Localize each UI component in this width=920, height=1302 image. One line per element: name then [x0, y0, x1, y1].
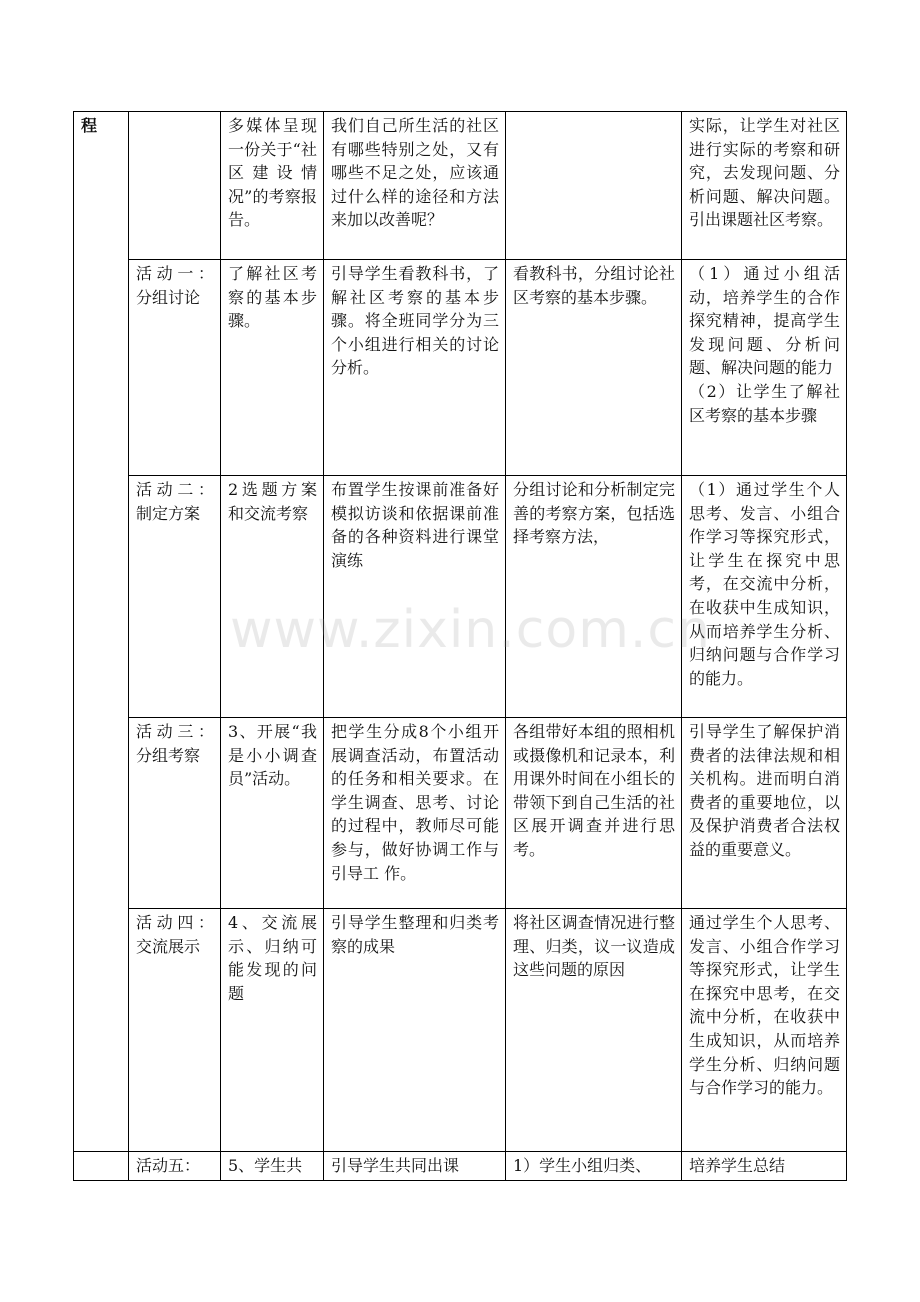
student-cell: 1）学生小组归类、	[506, 1152, 682, 1181]
table-row	[74, 112, 847, 260]
content-cell: 4、交流展示、归纳可能发现的问题	[221, 909, 324, 1152]
watermark: www.zixin.com.cn	[230, 600, 711, 660]
teacher-cell: 引导学生看教科书，了解社区考察的基本步骤。将全班同学分为三个小组进行相关的讨论分析。	[324, 260, 506, 476]
intent-cell: （1）通过小组活动，培养学生的合作探究精神，提高学生发现问题、分析问题、解决问题的能力 （2）让学生了解社区考察的基本步骤	[682, 260, 847, 476]
content-cell: 5、学生共	[221, 1152, 324, 1181]
stage-cell-empty	[74, 1152, 129, 1181]
intent-cell: （1）通过学生个人思考、发言、小组合作学习等探究形式，让学生在探究中思考，在交流中分析，在收获中生成知识，从而培养学生分析、归纳问题与合作学习的能力。	[682, 476, 847, 718]
student-cell: 分组讨论和分析制定完善的考察方案，包括选择考察方法，	[506, 476, 682, 718]
table-row	[74, 909, 847, 1152]
intent-cell: 引导学生了解保护消费者的法律法规和相关机构。进而明白消费者的重要地位，以及保护消费者合法权益的重要意义。	[682, 718, 847, 909]
student-cell: 各组带好本组的照相机或摄像机和记录本，利用课外时间在小组长的带领下到自己生活的社区展开调查并进行思考。	[506, 718, 682, 909]
teacher-cell: 把学生分成8个小组开展调查活动，布置活动的任务和相关要求。在学生调查、思考、讨论的过程中，教师尽可能参与，做好协调工作与引导工 作。	[324, 718, 506, 909]
table-row	[74, 260, 847, 476]
teacher-cell: 引导学生共同出课	[324, 1152, 506, 1181]
student-cell	[506, 112, 682, 260]
table-row	[74, 1152, 847, 1181]
teacher-cell: 我们自己所生活的社区有哪些特别之处，又有哪些不足之处，应该通过什么样的途径和方法来加以改善呢？	[324, 112, 506, 260]
activity-cell: 活动四：交流展示	[129, 909, 221, 1152]
activity-cell: 活动二：制定方案	[129, 476, 221, 718]
content-cell: 多媒体呈现一份关于“社区建设情况”的考察报告。	[221, 112, 324, 260]
teacher-cell: 布置学生按课前准备好模拟访谈和依据课前准备的各种资料进行课堂演练	[324, 476, 506, 718]
activity-cell	[129, 112, 221, 260]
student-cell: 看教科书，分组讨论社区考察的基本步骤。	[506, 260, 682, 476]
content-cell: 了解社区考察的基本步骤。	[221, 260, 324, 476]
content-cell: 3、开展“我是小小调查员”活动。	[221, 718, 324, 909]
intent-cell: 实际，让学生对社区进行实际的考察和研究，去发现问题、分析问题、解决问题。引出课题社区考察。	[682, 112, 847, 260]
activity-cell: 活动一：分组讨论	[129, 260, 221, 476]
content-cell: 2选题方案和交流考察	[221, 476, 324, 718]
intent-cell: 通过学生个人思考、发言、小组合作学习等探究形式，让学生在探究中思考，在交流中分析，在收获中生成知识，从而培养学生分析、归纳问题与合作学习的能力。	[682, 909, 847, 1152]
student-cell: 将社区调查情况进行整理、归类，议一议造成这些问题的原因	[506, 909, 682, 1152]
intent-cell: 培养学生总结	[682, 1152, 847, 1181]
teacher-cell: 引导学生整理和归类考察的成果	[324, 909, 506, 1152]
lesson-plan-table	[73, 111, 847, 1181]
table-row	[74, 476, 847, 718]
table-row	[74, 718, 847, 909]
stage-label: 程	[74, 112, 129, 1152]
activity-cell: 活动五：	[129, 1152, 221, 1181]
activity-cell: 活动三：分组考察	[129, 718, 221, 909]
